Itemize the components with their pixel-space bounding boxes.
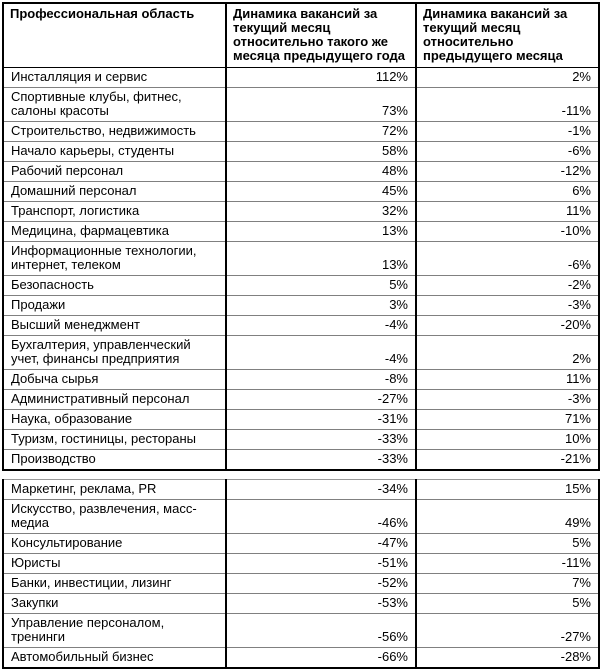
professional-area-cell: Банки, инвестиции, лизинг [3, 574, 226, 594]
professional-area-cell: Административный персонал [3, 390, 226, 410]
mom-value-cell: 2% [416, 68, 599, 88]
mom-value-cell: -28% [416, 648, 599, 669]
table-row [3, 430, 599, 450]
table-row [3, 614, 599, 648]
table-row [3, 410, 599, 430]
yoy-value-cell: -34% [226, 480, 416, 500]
table-row [3, 202, 599, 222]
vacancy-dynamics-table-secondary [2, 479, 600, 669]
professional-area-cell: Безопасность [3, 276, 226, 296]
yoy-value-cell: 5% [226, 276, 416, 296]
header-row [3, 3, 599, 68]
mom-value-cell: -3% [416, 390, 599, 410]
yoy-value-cell: 48% [226, 162, 416, 182]
table-row [3, 336, 599, 370]
mom-value-cell: 71% [416, 410, 599, 430]
professional-area-cell: Искусство, развлечения, масс-медиа [3, 500, 226, 534]
professional-area-cell: Высший менеджмент [3, 316, 226, 336]
mom-value-cell: -3% [416, 296, 599, 316]
yoy-value-cell: -53% [226, 594, 416, 614]
mom-value-cell: -2% [416, 276, 599, 296]
yoy-value-cell: -52% [226, 574, 416, 594]
yoy-value-cell: -33% [226, 450, 416, 471]
table-row [3, 574, 599, 594]
table-row [3, 450, 599, 471]
mom-value-cell: -1% [416, 122, 599, 142]
mom-value-cell: -11% [416, 88, 599, 122]
col-header-yoy-dynamics: Динамика вакансий за текущий месяц относительно такого же месяца предыдущего года [226, 3, 416, 68]
table-body-section-2 [3, 480, 599, 669]
mom-value-cell: 10% [416, 430, 599, 450]
yoy-value-cell: -8% [226, 370, 416, 390]
table-row [3, 242, 599, 276]
mom-value-cell: -20% [416, 316, 599, 336]
table-row [3, 296, 599, 316]
professional-area-cell: Рабочий персонал [3, 162, 226, 182]
table-row [3, 480, 599, 500]
yoy-value-cell: -4% [226, 336, 416, 370]
table-row [3, 142, 599, 162]
professional-area-cell: Строительство, недвижимость [3, 122, 226, 142]
professional-area-cell: Закупки [3, 594, 226, 614]
yoy-value-cell: -33% [226, 430, 416, 450]
mom-value-cell: 5% [416, 534, 599, 554]
mom-value-cell: -6% [416, 242, 599, 276]
professional-area-cell: Инсталляция и сервис [11, 69, 148, 84]
vacancy-dynamics-table-main [2, 2, 600, 471]
table-row [3, 162, 599, 182]
yoy-value-cell: -66% [226, 648, 416, 669]
professional-area-cell: Юристы [3, 554, 226, 574]
mom-value-cell: -27% [416, 614, 599, 648]
professional-area-cell: Продажи [3, 296, 226, 316]
mom-value-cell: 11% [416, 202, 599, 222]
table-row [3, 68, 599, 88]
professional-area-cell: Управление персоналом, тренинги [3, 614, 226, 648]
table-row [3, 594, 599, 614]
mom-value-cell: 2% [416, 336, 599, 370]
mom-value-cell: 11% [416, 370, 599, 390]
professional-area-cell: Начало карьеры, студенты [3, 142, 226, 162]
professional-area-cell: Добыча сырья [3, 370, 226, 390]
professional-area-cell: Медицина, фармацевтика [3, 222, 226, 242]
table-row [3, 182, 599, 202]
yoy-value-cell: -47% [226, 534, 416, 554]
yoy-value-cell: -4% [226, 316, 416, 336]
table-row [3, 390, 599, 410]
professional-area-cell: Домашний персонал [3, 182, 226, 202]
table-header [3, 3, 599, 68]
yoy-value-cell: -46% [226, 500, 416, 534]
col-header-professional-area: Профессиональная область [3, 3, 226, 68]
professional-area-cell: Маркетинг, реклама, PR [11, 481, 157, 496]
mom-value-cell: -6% [416, 142, 599, 162]
table-row [3, 648, 599, 669]
professional-area-cell: Наука, образование [3, 410, 226, 430]
professional-area-cell: Бухгалтерия, управленческий учет, финансы предприятия [3, 336, 226, 370]
professional-area-cell: Спортивные клубы, фитнес, салоны красоты [3, 88, 226, 122]
mom-value-cell: 5% [416, 594, 599, 614]
yoy-value-cell: 112% [226, 68, 416, 88]
yoy-value-cell: 13% [226, 222, 416, 242]
professional-area-cell: Транспорт, логистика [3, 202, 226, 222]
mom-value-cell: -10% [416, 222, 599, 242]
mom-value-cell: 7% [416, 574, 599, 594]
mom-value-cell: 15% [416, 480, 599, 500]
table-row [3, 370, 599, 390]
professional-area-cell: Информационные технологии, интернет, телеком [3, 242, 226, 276]
table-row [3, 122, 599, 142]
yoy-value-cell: 3% [226, 296, 416, 316]
yoy-value-cell: 13% [226, 242, 416, 276]
professional-area-cell: Производство [3, 450, 226, 471]
yoy-value-cell: 45% [226, 182, 416, 202]
mom-value-cell: -11% [416, 554, 599, 574]
table-body-section-1 [3, 68, 599, 471]
yoy-value-cell: -27% [226, 390, 416, 410]
yoy-value-cell: 73% [226, 88, 416, 122]
professional-area-cell: Автомобильный бизнес [3, 648, 226, 669]
yoy-value-cell: -31% [226, 410, 416, 430]
yoy-value-cell: 32% [226, 202, 416, 222]
professional-area-cell: Туризм, гостиницы, рестораны [3, 430, 226, 450]
mom-value-cell: 6% [416, 182, 599, 202]
table-row [3, 554, 599, 574]
table-row [3, 316, 599, 336]
professional-area-cell: Консультирование [3, 534, 226, 554]
yoy-value-cell: -56% [226, 614, 416, 648]
col-header-mom-dynamics: Динамика вакансий за текущий месяц относительно предыдущего месяца [416, 3, 599, 68]
table-row [3, 222, 599, 242]
table-row [3, 500, 599, 534]
table-section-divider [2, 471, 600, 479]
yoy-value-cell: 72% [226, 122, 416, 142]
yoy-value-cell: 58% [226, 142, 416, 162]
table-row [3, 276, 599, 296]
table-row [3, 88, 599, 122]
mom-value-cell: 49% [416, 500, 599, 534]
table-row [3, 534, 599, 554]
mom-value-cell: -21% [416, 450, 599, 471]
mom-value-cell: -12% [416, 162, 599, 182]
yoy-value-cell: -51% [226, 554, 416, 574]
